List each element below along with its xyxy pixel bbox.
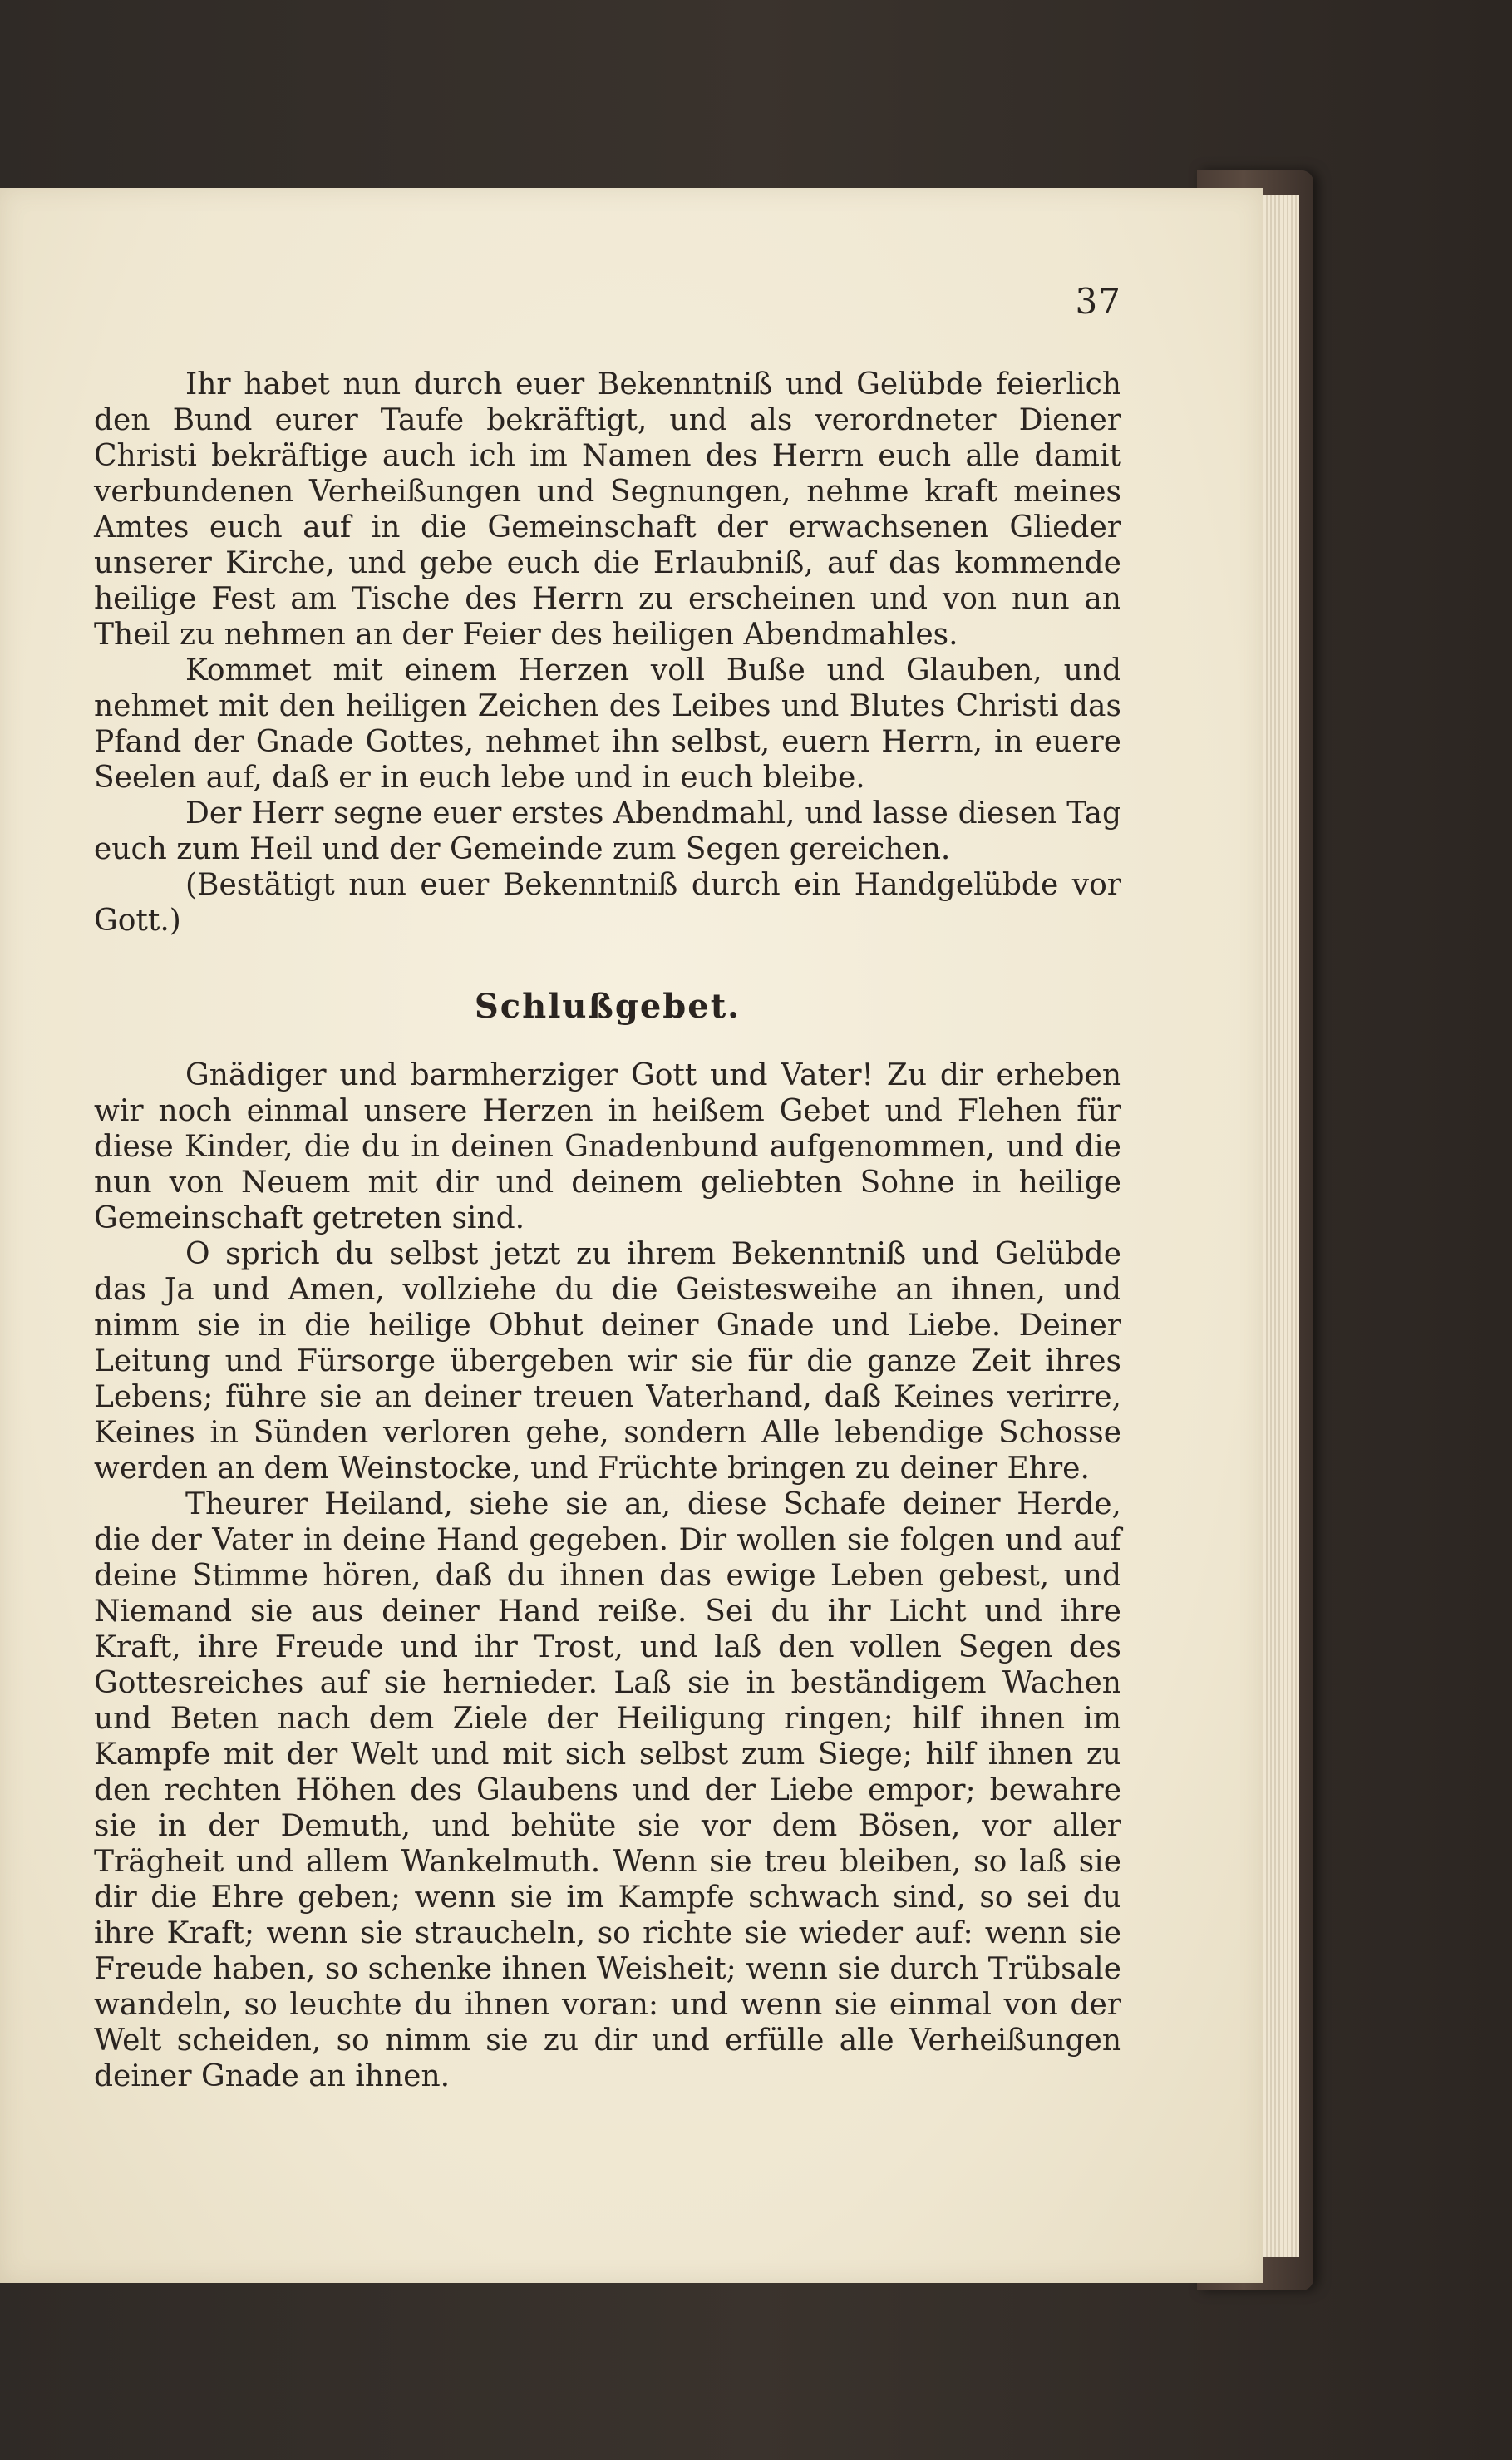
paragraph: Gnädiger und barmherziger Gott und Vater! Zu dir erheben wir noch einmal unsere Herzen in heißem Gebet und Flehen für diese Kinder, die du in deinen Gnadenbund aufgenommen, und die nun von Neuem mit dir und deinem geliebten Sohne in heilige Gemeinschaft getreten sind. — [94, 1058, 1121, 1235]
paragraph: Theurer Heiland, siehe sie an, diese Schafe deiner Herde, die der Vater in deine Hand gegeben. Dir wollen sie folgen und auf deine Stimme hören, daß du ihnen das ewige Leben gebest, und Niemand sie aus deiner Hand reiße. Sei du ihr Licht und ihre Kraft, ihre Freude und ihr Trost, und laß den vollen Segen des Gottesreiches auf sie hernieder. Laß sie in beständigem Wachen und Beten nach dem Ziele der Heiligung ringen; hilf ihnen im Kampfe mit der Welt und mit sich selbst zum Siege; hilf ihnen zu den rechten Höhen des Glaubens und der Liebe empor; bewahre sie in der Demuth, und behüte sie vor dem Bösen, vor aller Trägheit und allem Wankelmuth. Wenn sie treu bleiben, so laß sie dir die Ehre geben; wenn sie im Kampfe schwach sind, so sei du ihre Kraft; wenn sie straucheln, so richte sie wieder auf: wenn sie Freude haben, so schenke ihnen Weisheit; wenn sie durch Trübsale wandeln, so leuchte du ihnen voran: und wenn sie einmal von der Welt scheiden, so nimm sie zu dir und erfülle alle Verheißungen deiner Gnade an ihnen. — [94, 1487, 1121, 2093]
paragraph: O sprich du selbst jetzt zu ihrem Bekenntniß und Gelübde das Ja und Amen, vollziehe du die Geistesweihe an ihnen, und nimm sie in die heilige Obhut deiner Gnade und Liebe. Deiner Leitung und Fürsorge übergeben wir sie für die ganze Zeit ihres Lebens; führe sie an deiner treuen Vaterhand, daß Keines verirre, Keines in Sünden verloren gehe, sondern Alle lebendige Schosse werden an dem Weinstocke, und Früchte bringen zu deiner Ehre. — [94, 1237, 1121, 1486]
paragraph: (Bestätigt nun euer Bekenntniß durch ein Handgelübde vor Gott.) — [94, 868, 1121, 938]
book-page — [0, 188, 1263, 2283]
paragraph: Kommet mit einem Herzen voll Buße und Glauben, und nehmet mit den heiligen Zeichen des Leibes und Blutes Christi das Pfand der Gnade Gottes, nehmet ihn selbst, euern Herrn, in euere Seelen auf, daß er in euch lebe und in euch bleibe. — [94, 653, 1121, 795]
paragraph: Ihr habet nun durch euer Bekenntniß und Gelübde feierlich den Bund eurer Taufe bekräftigt, und als verordneter Diener Christi bekräftige auch ich im Namen des Herrn euch alle damit verbundenen Verheißungen und Segnungen, nehme kraft meines Amtes euch auf in die Gemeinschaft der erwachsenen Glieder unserer Kirche, und gebe euch die Erlaubniß, auf das kommende heilige Fest am Tische des Herrn zu erscheinen und von nun an Theil zu nehmen an der Feier des heiligen Abendmahles. — [94, 367, 1121, 652]
paragraph: Der Herr segne euer erstes Abendmahl, und lasse diesen Tag euch zum Heil und der Gemeinde zum Segen gereichen. — [94, 796, 1121, 866]
page-edges — [1259, 195, 1299, 2257]
page-number: 37 — [1075, 281, 1121, 322]
section-heading: Schlußgebet. — [474, 987, 741, 1026]
page-text — [94, 367, 1121, 2094]
